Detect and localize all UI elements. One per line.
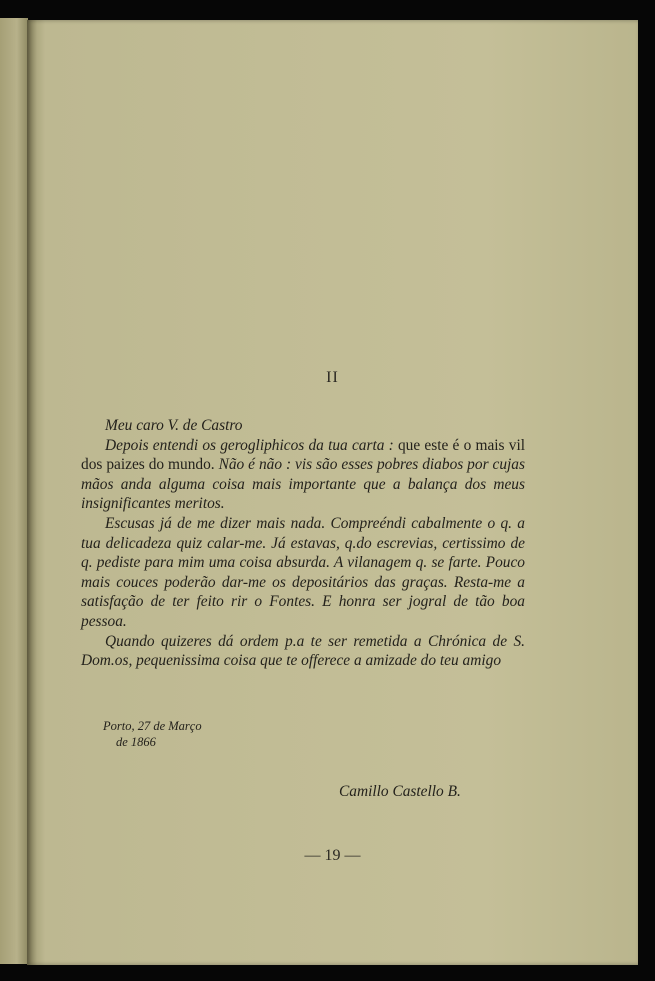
place-date-line-1: Porto, 27 de Março xyxy=(103,719,202,733)
letter-paragraph xyxy=(81,514,525,632)
book-page xyxy=(27,20,638,965)
paragraph-segment: Depois entendi os gerogliphicos da tua carta : xyxy=(105,436,398,454)
previous-page-edge xyxy=(0,18,28,964)
paragraph-segment: Não é não : vis são esses pobres diabos por cujas mãos anda alguma coisa mais importante que a balança dos meus insignificantes meritos. xyxy=(81,456,525,513)
paragraph-segment: Escusas já de me dizer mais nada. Compreéndi cabalmente o q. a tua delicadeza quiz calar-me. Já estavas, q.do escrevias, certissimo de q. pediste para mim uma coisa absurda. A vilanagem q. se farte. Pouco mais couces poderão dar-me os depositários das graças. Resta-me a satisfação de ter feito rir o Fontes. E honra ser jogral de tão boa pessoa. xyxy=(81,514,525,630)
page-gutter-shadow xyxy=(27,20,37,965)
letter-paragraph xyxy=(81,436,525,514)
letter-body xyxy=(81,416,525,671)
page-number: — 19 — xyxy=(304,847,361,864)
place-and-date xyxy=(103,718,202,750)
letter-salutation: Meu caro V. de Castro xyxy=(105,417,243,434)
signature: Camillo Castello B. xyxy=(339,783,461,800)
section-heading: II xyxy=(326,369,339,386)
place-date-line-2: de 1866 xyxy=(116,735,156,749)
paragraph-segment: Quando quizeres dá ordem p.a te ser remetida a Chrónica de S. Dom.os, pequenissima coisa que te offerece a amizade do teu amigo xyxy=(81,632,525,670)
letter-paragraph xyxy=(81,632,525,671)
paragraph-segment-upright: que este é o mais vil dos paizes do mundo. xyxy=(81,436,526,474)
